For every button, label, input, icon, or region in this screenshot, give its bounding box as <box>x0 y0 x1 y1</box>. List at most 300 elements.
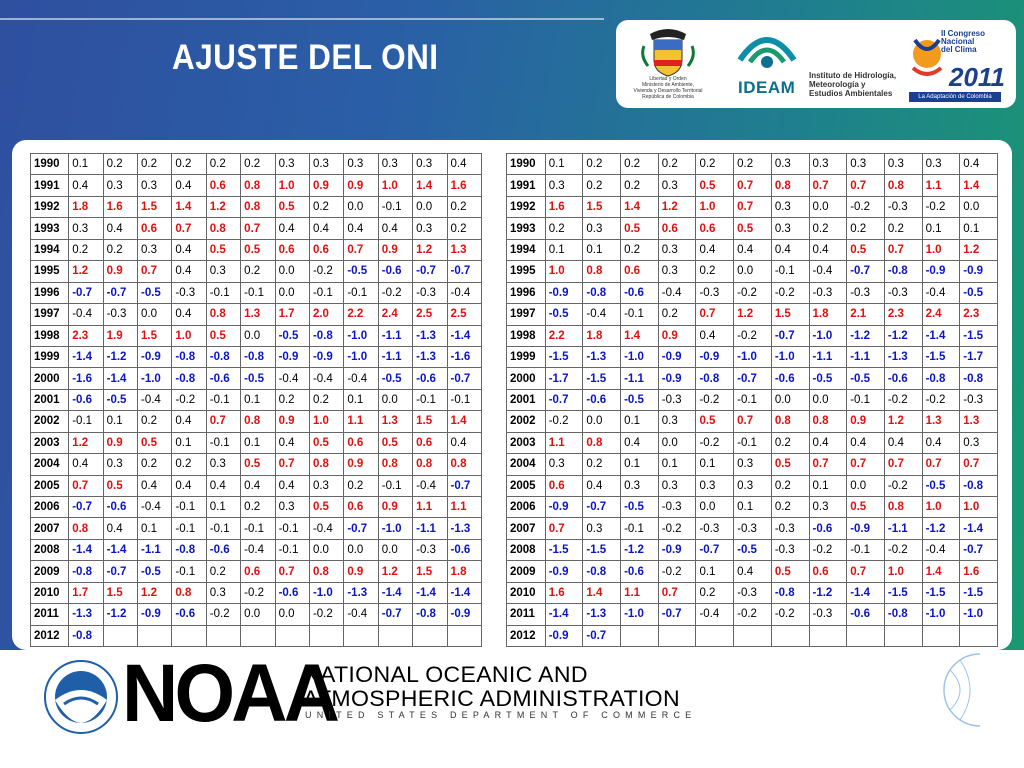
oni-value-cell: 1.4 <box>621 325 659 346</box>
oni-value-cell: 2.2 <box>545 325 583 346</box>
oni-value-cell: 0.3 <box>103 454 137 475</box>
oni-value-cell: -0.1 <box>734 389 772 410</box>
oni-value-cell: 1.2 <box>734 304 772 325</box>
year-cell: 2000 <box>507 368 546 389</box>
oni-value-cell: 0.1 <box>734 497 772 518</box>
oni-value-cell: 0.8 <box>447 454 481 475</box>
oni-value-cell: 0.4 <box>583 475 621 496</box>
oni-value-cell: -1.0 <box>809 325 847 346</box>
oni-value-cell: -1.1 <box>884 518 922 539</box>
oni-value-cell: 0.1 <box>138 518 172 539</box>
oni-value-cell: -1.3 <box>583 604 621 625</box>
oni-value-cell: 1.5 <box>103 582 137 603</box>
oni-value-cell: -0.5 <box>241 368 275 389</box>
oni-value-cell: -0.8 <box>172 539 206 560</box>
oni-value-cell: 1.2 <box>960 239 998 260</box>
oni-value-cell: 0.0 <box>309 539 343 560</box>
oni-value-cell: -1.4 <box>847 582 885 603</box>
oni-value-cell: -1.1 <box>847 346 885 367</box>
oni-value-cell: 0.4 <box>922 432 960 453</box>
oni-value-cell: 0.2 <box>658 154 696 175</box>
oni-value-cell: -0.7 <box>447 475 481 496</box>
oni-value-cell: 0.1 <box>621 454 659 475</box>
oni-value-cell <box>413 625 447 646</box>
oni-value-cell: -0.6 <box>583 389 621 410</box>
oni-value-cell: -0.3 <box>696 518 734 539</box>
table-row <box>507 282 998 303</box>
oni-value-cell: 0.8 <box>771 411 809 432</box>
table-row <box>507 518 998 539</box>
oni-value-cell: -0.8 <box>771 582 809 603</box>
oni-value-cell: -0.1 <box>847 389 885 410</box>
oni-value-cell: -0.6 <box>378 261 412 282</box>
oni-value-cell: -0.5 <box>545 304 583 325</box>
oni-value-cell: -1.4 <box>413 582 447 603</box>
oni-value-cell: 0.2 <box>138 411 172 432</box>
oni-value-cell: 1.9 <box>103 325 137 346</box>
oni-value-cell: 0.5 <box>241 239 275 260</box>
oni-value-cell: -0.7 <box>413 261 447 282</box>
oni-value-cell: -0.3 <box>413 282 447 303</box>
oni-value-cell: 1.8 <box>69 196 103 217</box>
oni-value-cell: 0.6 <box>696 218 734 239</box>
oni-value-cell: -0.9 <box>658 346 696 367</box>
oni-value-cell: 0.1 <box>241 432 275 453</box>
table-row <box>507 625 998 646</box>
oni-value-cell <box>241 625 275 646</box>
table-row <box>31 389 482 410</box>
oni-value-cell: -0.2 <box>884 475 922 496</box>
oni-value-cell: 0.4 <box>447 154 481 175</box>
year-cell: 2000 <box>31 368 69 389</box>
oni-value-cell: -0.5 <box>138 561 172 582</box>
oni-value-cell: 0.2 <box>206 561 240 582</box>
oni-value-cell: 0.3 <box>922 154 960 175</box>
oni-value-cell: -0.3 <box>884 282 922 303</box>
oni-value-cell: 0.9 <box>103 261 137 282</box>
oni-value-cell: -0.3 <box>960 389 998 410</box>
oni-value-cell: 0.2 <box>734 154 772 175</box>
oni-value-cell: 0.4 <box>696 325 734 346</box>
oni-value-cell: 0.3 <box>771 196 809 217</box>
oni-value-cell: -0.6 <box>69 389 103 410</box>
oni-value-cell: 0.3 <box>658 239 696 260</box>
oni-value-cell: 0.4 <box>172 304 206 325</box>
oni-value-cell: 0.2 <box>447 218 481 239</box>
oni-value-cell: -1.3 <box>413 325 447 346</box>
oni-value-cell: 0.1 <box>696 454 734 475</box>
oni-value-cell: 0.8 <box>206 218 240 239</box>
oni-value-cell: -0.1 <box>172 518 206 539</box>
oni-value-cell: 0.2 <box>172 154 206 175</box>
year-cell: 2009 <box>31 561 69 582</box>
table-row <box>507 389 998 410</box>
oni-value-cell: -0.4 <box>241 539 275 560</box>
oni-value-cell: 0.2 <box>621 175 659 196</box>
oni-value-cell: -0.2 <box>241 582 275 603</box>
logo-panel <box>616 20 1016 108</box>
oni-value-cell: 0.0 <box>847 475 885 496</box>
oni-value-cell: 0.6 <box>206 175 240 196</box>
oni-value-cell: 0.6 <box>309 239 343 260</box>
oni-value-cell: 0.3 <box>884 154 922 175</box>
table-row <box>31 561 482 582</box>
year-cell: 2012 <box>507 625 546 646</box>
oni-value-cell: -0.2 <box>545 411 583 432</box>
table-row <box>31 282 482 303</box>
oni-value-cell: 0.8 <box>206 304 240 325</box>
oni-value-cell: 0.4 <box>847 432 885 453</box>
oni-value-cell: -0.9 <box>922 261 960 282</box>
year-cell: 2007 <box>31 518 69 539</box>
oni-value-cell <box>771 625 809 646</box>
oni-value-cell: 0.7 <box>847 454 885 475</box>
oni-value-cell: 0.2 <box>658 304 696 325</box>
table-row <box>507 346 998 367</box>
oni-value-cell: 0.4 <box>206 475 240 496</box>
oni-value-cell: -1.3 <box>344 582 378 603</box>
year-cell: 2006 <box>31 497 69 518</box>
oni-value-cell: -1.2 <box>809 582 847 603</box>
oni-value-cell: -1.5 <box>884 582 922 603</box>
oni-value-cell: 0.6 <box>809 561 847 582</box>
oni-value-cell: -0.7 <box>771 325 809 346</box>
table-row <box>31 518 482 539</box>
oni-value-cell: 0.0 <box>696 497 734 518</box>
year-cell: 1996 <box>507 282 546 303</box>
oni-value-cell: -0.8 <box>172 346 206 367</box>
oni-value-cell: 1.3 <box>960 411 998 432</box>
year-cell: 2010 <box>31 582 69 603</box>
oni-value-cell: -1.1 <box>378 325 412 346</box>
oni-value-cell: 0.4 <box>172 261 206 282</box>
oni-value-cell: -0.9 <box>960 261 998 282</box>
oni-value-cell: -0.8 <box>413 604 447 625</box>
oni-value-cell: 0.7 <box>545 518 583 539</box>
oni-value-cell <box>809 625 847 646</box>
oni-value-cell: -0.9 <box>696 346 734 367</box>
oni-value-cell: -0.8 <box>309 325 343 346</box>
oni-value-cell: 0.2 <box>344 475 378 496</box>
oni-value-cell: -0.8 <box>696 368 734 389</box>
oni-value-cell: -0.7 <box>447 368 481 389</box>
oni-value-cell: -1.5 <box>583 368 621 389</box>
oni-value-cell: -0.2 <box>696 389 734 410</box>
oni-value-cell: -0.4 <box>809 261 847 282</box>
oni-value-cell: 1.3 <box>447 239 481 260</box>
oni-value-cell: -0.5 <box>847 368 885 389</box>
oni-value-cell: 1.3 <box>922 411 960 432</box>
oni-value-cell: 1.2 <box>884 411 922 432</box>
oni-value-cell: 0.2 <box>275 389 309 410</box>
oni-value-cell: -0.5 <box>734 539 772 560</box>
table-row <box>507 261 998 282</box>
oni-value-cell: 0.5 <box>309 497 343 518</box>
oni-value-cell: 0.3 <box>275 154 309 175</box>
oni-value-cell: -1.1 <box>138 539 172 560</box>
oni-value-cell: -0.3 <box>809 282 847 303</box>
oni-value-cell: 0.4 <box>241 475 275 496</box>
oni-value-cell: 0.2 <box>696 154 734 175</box>
oni-value-cell: -0.7 <box>103 282 137 303</box>
oni-value-cell: 0.8 <box>309 561 343 582</box>
oni-value-cell: 0.4 <box>103 518 137 539</box>
oni-value-cell: -0.2 <box>378 282 412 303</box>
oni-value-cell: -1.5 <box>583 539 621 560</box>
oni-value-cell: 0.5 <box>103 475 137 496</box>
oni-value-cell: 0.4 <box>138 475 172 496</box>
oni-value-cell: -1.4 <box>103 368 137 389</box>
oni-value-cell: -0.2 <box>309 604 343 625</box>
noaa-emblem-icon <box>44 660 118 734</box>
oni-value-cell: -0.7 <box>545 389 583 410</box>
oni-value-cell: -0.6 <box>172 604 206 625</box>
year-cell: 1998 <box>31 325 69 346</box>
oni-value-cell: 1.3 <box>241 304 275 325</box>
oni-value-cell: -0.1 <box>206 432 240 453</box>
oni-value-cell: -0.5 <box>378 368 412 389</box>
oni-value-cell: 0.5 <box>696 411 734 432</box>
oni-value-cell: -0.7 <box>69 497 103 518</box>
oni-value-cell: 0.6 <box>621 261 659 282</box>
oni-value-cell: -1.0 <box>621 346 659 367</box>
oni-value-cell: 1.5 <box>413 561 447 582</box>
globe-watermark-icon <box>930 650 980 730</box>
oni-value-cell: -1.4 <box>378 582 412 603</box>
oni-value-cell: -0.1 <box>69 411 103 432</box>
oni-value-cell: -1.1 <box>621 368 659 389</box>
oni-value-cell: 2.3 <box>960 304 998 325</box>
oni-value-cell: -0.8 <box>960 368 998 389</box>
oni-value-cell: 0.5 <box>847 497 885 518</box>
oni-value-cell: -1.2 <box>922 518 960 539</box>
oni-value-cell: 0.1 <box>206 497 240 518</box>
oni-value-cell: 0.4 <box>309 218 343 239</box>
year-cell: 1992 <box>507 196 546 217</box>
oni-value-cell: -0.2 <box>734 325 772 346</box>
table-row <box>507 497 998 518</box>
year-cell: 2004 <box>507 454 546 475</box>
oni-value-cell: 0.7 <box>847 561 885 582</box>
oni-value-cell: -0.8 <box>922 368 960 389</box>
oni-value-cell: 0.0 <box>378 389 412 410</box>
oni-value-cell: -0.1 <box>734 432 772 453</box>
oni-value-cell: 0.0 <box>275 261 309 282</box>
oni-value-cell: -1.0 <box>621 604 659 625</box>
oni-value-cell: -0.1 <box>621 304 659 325</box>
year-cell: 2011 <box>31 604 69 625</box>
oni-value-cell: -1.2 <box>103 346 137 367</box>
oni-value-cell: -0.7 <box>960 539 998 560</box>
oni-value-cell: -0.9 <box>658 368 696 389</box>
table-row <box>31 432 482 453</box>
table-row <box>507 582 998 603</box>
oni-value-cell: -0.4 <box>309 518 343 539</box>
year-cell: 2001 <box>31 389 69 410</box>
oni-value-cell <box>206 625 240 646</box>
oni-value-cell: 0.3 <box>771 154 809 175</box>
oni-value-cell: 0.5 <box>621 218 659 239</box>
oni-value-cell: 0.0 <box>658 432 696 453</box>
table-row <box>507 239 998 260</box>
oni-value-cell: 0.6 <box>241 561 275 582</box>
year-cell: 2003 <box>31 432 69 453</box>
oni-value-cell: -0.4 <box>344 368 378 389</box>
oni-value-cell: 0.7 <box>69 475 103 496</box>
oni-value-cell: -0.7 <box>69 282 103 303</box>
oni-value-cell: 0.5 <box>771 454 809 475</box>
oni-value-cell: 1.8 <box>583 325 621 346</box>
oni-value-cell: 0.8 <box>378 454 412 475</box>
oni-value-cell: -1.4 <box>69 539 103 560</box>
oni-value-cell: 2.0 <box>309 304 343 325</box>
noaa-department: UNITED STATES DEPARTMENT OF COMMERCE <box>305 710 697 720</box>
oni-value-cell: 1.7 <box>69 582 103 603</box>
oni-value-cell: -1.0 <box>922 604 960 625</box>
congreso-swirl-icon <box>909 28 945 88</box>
oni-value-cell: -1.0 <box>378 518 412 539</box>
oni-value-cell: 1.2 <box>69 261 103 282</box>
oni-value-cell: 0.6 <box>658 218 696 239</box>
noaa-name-line1: NATIONAL OCEANIC AND <box>303 662 588 687</box>
oni-value-cell: 0.6 <box>344 432 378 453</box>
oni-value-cell: -0.6 <box>621 561 659 582</box>
oni-value-cell: 1.2 <box>206 196 240 217</box>
oni-value-cell: 0.8 <box>241 411 275 432</box>
oni-value-cell: 0.7 <box>138 261 172 282</box>
oni-value-cell: 0.4 <box>884 432 922 453</box>
table-row <box>31 239 482 260</box>
year-cell: 1995 <box>507 261 546 282</box>
oni-value-cell: 0.3 <box>103 175 137 196</box>
oni-value-cell: 0.3 <box>206 454 240 475</box>
ideam-fullname: Instituto de Hidrología, Meteorología y Estudios Ambientales <box>809 71 897 98</box>
oni-value-cell: 0.8 <box>413 454 447 475</box>
year-cell: 2008 <box>507 539 546 560</box>
slide-title: AJUSTE DEL ONI <box>172 38 439 77</box>
oni-value-cell: 1.6 <box>545 582 583 603</box>
oni-value-cell: 0.1 <box>960 218 998 239</box>
congreso-ribbon: La Adaptación de Colombia <box>909 92 1001 102</box>
oni-value-cell: -1.1 <box>809 346 847 367</box>
oni-value-cell: 1.4 <box>583 582 621 603</box>
oni-value-cell: 0.1 <box>922 218 960 239</box>
oni-value-cell: 0.7 <box>734 411 772 432</box>
oni-value-cell: 1.1 <box>922 175 960 196</box>
oni-value-cell: -0.2 <box>658 561 696 582</box>
oni-value-cell: -0.3 <box>172 282 206 303</box>
oni-value-cell: 0.4 <box>275 218 309 239</box>
congreso-text: II Congreso Nacional del Clima <box>941 29 986 54</box>
year-cell: 2002 <box>31 411 69 432</box>
oni-value-cell: 0.2 <box>103 154 137 175</box>
oni-value-cell: 1.6 <box>545 196 583 217</box>
oni-value-cell: -0.9 <box>847 518 885 539</box>
oni-value-cell: 0.3 <box>309 475 343 496</box>
oni-value-cell: 0.2 <box>69 239 103 260</box>
year-cell: 1997 <box>31 304 69 325</box>
oni-value-cell <box>696 625 734 646</box>
oni-value-cell: -0.8 <box>884 261 922 282</box>
oni-value-cell: 0.0 <box>344 539 378 560</box>
oni-value-cell: 1.1 <box>545 432 583 453</box>
oni-value-cell: -1.5 <box>960 582 998 603</box>
oni-value-cell: -1.7 <box>960 346 998 367</box>
oni-value-cell: -1.1 <box>378 346 412 367</box>
oni-value-cell: 0.2 <box>771 432 809 453</box>
oni-value-cell: -0.3 <box>658 497 696 518</box>
oni-value-cell: 1.2 <box>138 582 172 603</box>
oni-value-cell: -0.8 <box>172 368 206 389</box>
year-cell: 2001 <box>507 389 546 410</box>
table-row <box>31 539 482 560</box>
oni-value-cell: 0.4 <box>734 239 772 260</box>
oni-value-cell: 1.6 <box>447 175 481 196</box>
oni-value-cell: 0.0 <box>809 389 847 410</box>
oni-value-cell: -0.5 <box>960 282 998 303</box>
oni-value-cell: 0.7 <box>696 304 734 325</box>
oni-value-cell: 0.2 <box>771 475 809 496</box>
year-cell: 1991 <box>31 175 69 196</box>
year-cell: 1992 <box>31 196 69 217</box>
oni-value-cell: 0.7 <box>206 411 240 432</box>
oni-value-cell: 0.4 <box>275 432 309 453</box>
oni-value-cell: 1.7 <box>275 304 309 325</box>
year-cell: 2007 <box>507 518 546 539</box>
oni-value-cell: -0.7 <box>847 261 885 282</box>
oni-value-cell: 1.1 <box>344 411 378 432</box>
oni-value-cell: 0.4 <box>809 239 847 260</box>
oni-value-cell: -0.4 <box>922 282 960 303</box>
oni-value-cell: -1.0 <box>344 346 378 367</box>
oni-value-cell: -0.8 <box>583 282 621 303</box>
oni-value-cell: 0.2 <box>583 154 621 175</box>
oni-value-cell: -0.2 <box>847 196 885 217</box>
oni-value-cell: 0.7 <box>960 454 998 475</box>
oni-value-cell: -0.9 <box>545 497 583 518</box>
oni-value-cell: 0.2 <box>847 218 885 239</box>
oni-value-cell: 0.1 <box>583 239 621 260</box>
oni-value-cell: 0.3 <box>344 154 378 175</box>
oni-value-cell: 0.0 <box>771 389 809 410</box>
table-row <box>31 261 482 282</box>
oni-value-cell: 0.2 <box>447 196 481 217</box>
oni-value-cell: 0.3 <box>809 497 847 518</box>
oni-value-cell: 0.7 <box>344 239 378 260</box>
oni-value-cell: 0.2 <box>545 218 583 239</box>
oni-value-cell: -0.5 <box>344 261 378 282</box>
oni-value-cell: 0.4 <box>696 239 734 260</box>
oni-value-cell: 2.3 <box>884 304 922 325</box>
oni-value-cell: -0.1 <box>206 518 240 539</box>
oni-value-cell: -1.4 <box>103 539 137 560</box>
oni-value-cell: -0.8 <box>960 475 998 496</box>
noaa-name-line2: ATMOSPHERIC ADMINISTRATION <box>303 686 680 711</box>
table-row <box>31 475 482 496</box>
year-cell: 2005 <box>31 475 69 496</box>
oni-value-cell: 0.7 <box>884 239 922 260</box>
oni-value-cell: 0.3 <box>309 154 343 175</box>
oni-value-cell: -0.4 <box>138 389 172 410</box>
oni-value-cell: 1.0 <box>545 261 583 282</box>
oni-value-cell: -1.5 <box>545 346 583 367</box>
oni-value-cell: -0.4 <box>344 604 378 625</box>
oni-value-cell: 0.3 <box>138 175 172 196</box>
oni-value-cell: 0.9 <box>378 239 412 260</box>
oni-value-cell: 0.8 <box>884 175 922 196</box>
oni-value-cell: 0.7 <box>884 454 922 475</box>
oni-value-cell: 1.0 <box>696 196 734 217</box>
